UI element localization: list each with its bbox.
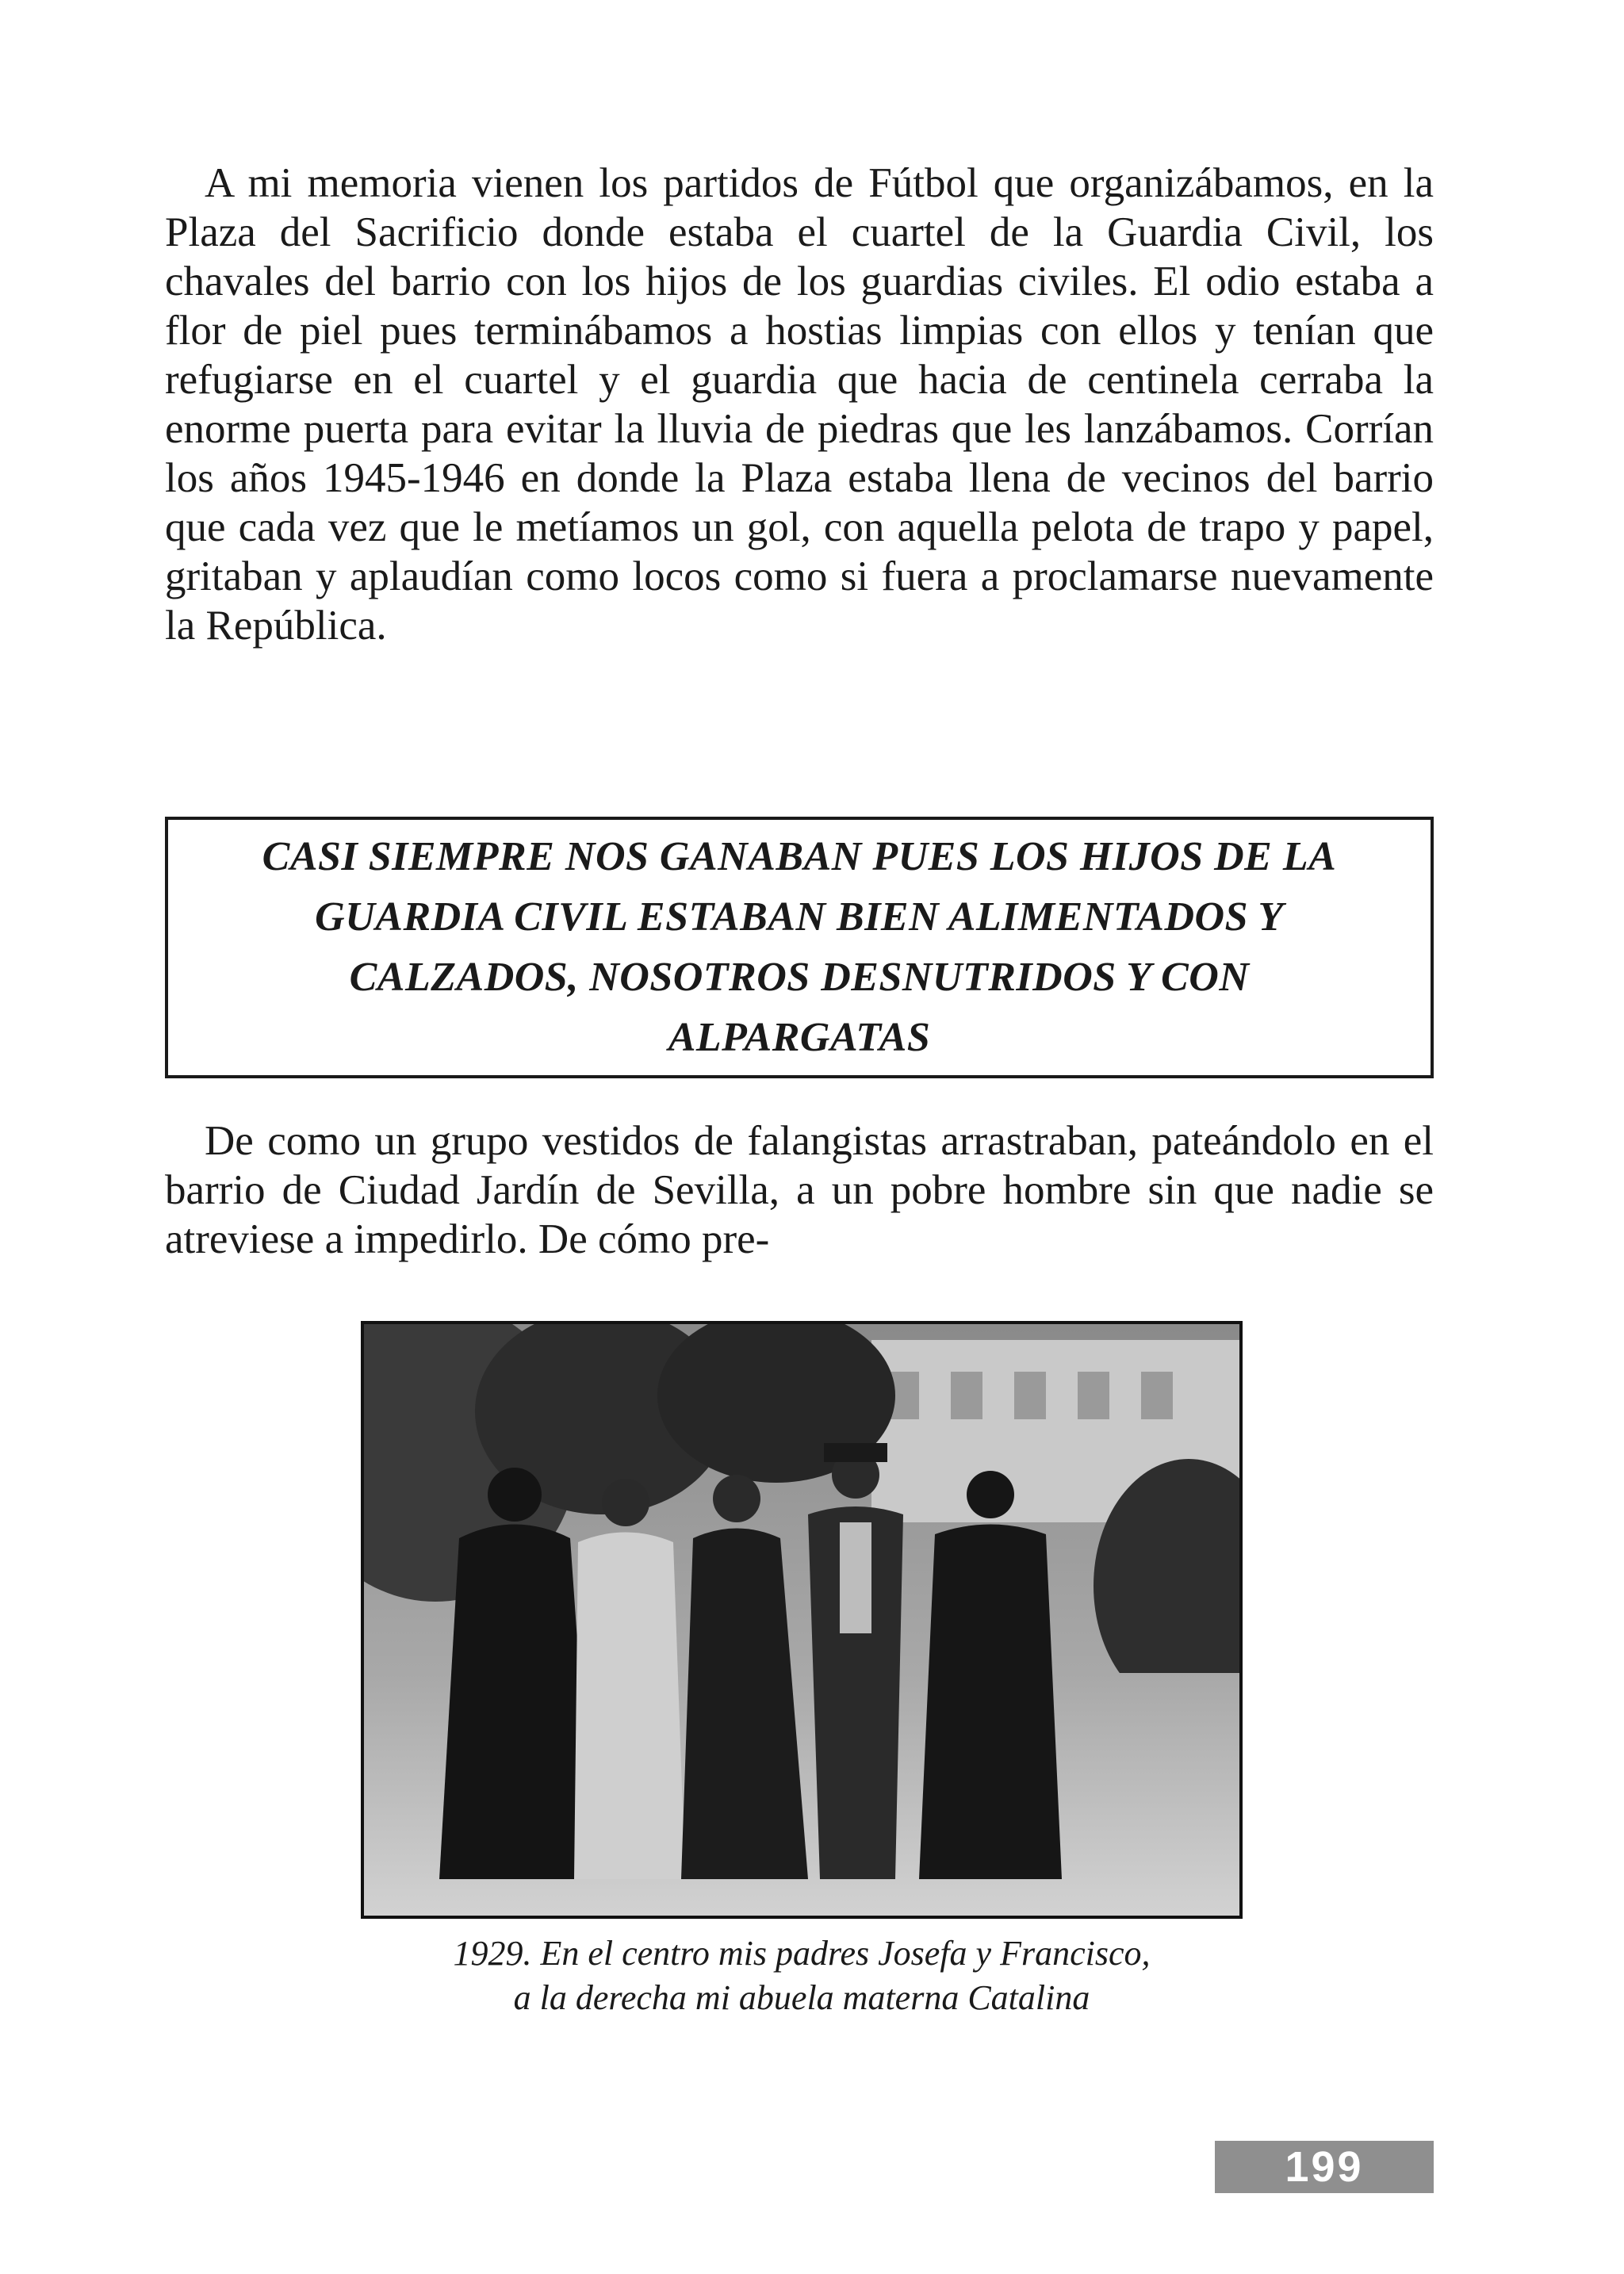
caption-line-1: 1929. En el centro mis padres Josefa y Francisco,	[453, 1934, 1151, 1973]
caption-line-2: a la derecha mi abuela materna Catalina	[513, 1978, 1090, 2017]
highlight-box	[165, 817, 1434, 1078]
body-paragraph-1: A mi memoria vienen los partidos de Fútbol que organizábamos, en la Plaza del Sacrificio donde estaba el cuartel de la Guardia Civil, los chavales del barrio con los hijos de los guardias civiles. El odio estaba a flor de piel pues terminábamos a hostias limpias con ellos y tenían que refugiarse en el cuartel y el guardia que hacia de centinela cerraba la enorme puerta para evitar la lluvia de piedras que les lanzábamos. Corrían los años 1945-1946 en donde la Plaza estaba llena de vecinos del barrio que cada vez que le metíamos un gol, con aquella pelota de trapo y papel, gritaban y aplaudían como locos como si fuera a proclamarse nuevamente la República.	[165, 160, 1434, 649]
page-number: 199	[1215, 2141, 1434, 2193]
photo-illustration	[364, 1324, 1239, 1916]
historical-photo	[361, 1321, 1243, 1919]
body-paragraph-2: De como un grupo vestidos de falangistas arrastraban, pateándolo en el barrio de Ciudad Jardín de Sevilla, a un pobre hombre sin que nadie se atreviese a impedirlo. De cómo pre-	[165, 1118, 1434, 1262]
highlight-text: CASI SIEMPRE NOS GANABAN PUES LOS HIJOS DE LA GUARDIA CIVIL ESTABAN BIEN ALIMENTADOS Y CALZADOS, NOSOTROS DESNUTRIDOS Y CON ALPARGATAS	[262, 834, 1337, 1060]
photo-caption	[361, 1931, 1243, 2020]
